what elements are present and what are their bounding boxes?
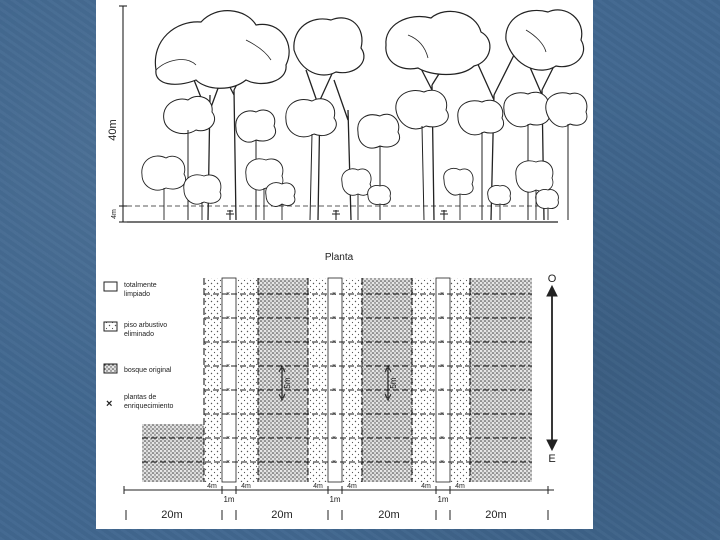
svg-text:×: × [332, 315, 337, 322]
plan-title: Planta [324, 252, 354, 263]
svg-text:×: × [440, 339, 445, 346]
svg-text:×: × [226, 363, 231, 370]
original-forest-band-3 [470, 278, 532, 482]
svg-text:×: × [332, 459, 337, 466]
svg-text:×: × [440, 291, 445, 298]
svg-text:bosque original: bosque original [124, 367, 172, 374]
svg-text:×: × [440, 459, 445, 466]
forest-diagram-svg [96, 0, 593, 529]
original-forest-band-2 [362, 278, 412, 482]
mid-canopy [164, 90, 587, 148]
svg-text:plantas de: plantas de [124, 394, 157, 401]
svg-text:×: × [440, 387, 445, 394]
profile-seedlings [226, 210, 448, 220]
svg-text:1m: 1m [329, 495, 341, 504]
legend-item-shrub-removed [104, 322, 167, 338]
svg-text:totalmente: totalmente [124, 282, 157, 289]
svg-text:enriquecimiento: enriquecimiento [124, 403, 174, 410]
svg-text:piso arbustivo: piso arbustivo [124, 322, 168, 329]
svg-text:20m: 20m [271, 509, 293, 521]
svg-text:×: × [332, 339, 337, 346]
svg-text:×: × [332, 435, 337, 442]
row-spacing-label-2: 5m [389, 377, 398, 389]
legend-item-enrichment-plants [106, 394, 174, 410]
svg-text:4m: 4m [207, 483, 217, 490]
cleared-strip-3 [436, 278, 450, 482]
cleared-strip-2 [328, 278, 342, 482]
svg-text:20m: 20m [378, 509, 400, 521]
svg-text:4m: 4m [421, 483, 431, 490]
svg-text:20m: 20m [161, 509, 183, 521]
compass-east-label: E [548, 453, 556, 465]
svg-text:1m: 1m [223, 495, 235, 504]
legend [104, 282, 174, 410]
svg-text:4m: 4m [347, 483, 357, 490]
strip-width-labels [207, 483, 465, 490]
svg-text:×: × [440, 363, 445, 370]
svg-text:×: × [226, 291, 231, 298]
compass-west-label: O [547, 273, 557, 285]
svg-text:limpiado: limpiado [124, 291, 151, 298]
svg-text:×: × [226, 339, 231, 346]
forest-diagram-figure [96, 0, 593, 529]
legend-item-original-forest [104, 364, 172, 374]
svg-text:×: × [332, 411, 337, 418]
svg-text:4m: 4m [241, 483, 251, 490]
row-spacing-label-1: 5m [283, 377, 292, 389]
bottom-width-labels [161, 509, 506, 521]
plan-area [142, 278, 532, 490]
cleared-strip-1 [222, 278, 236, 482]
svg-text:1m: 1m [437, 495, 449, 504]
height-label: 40m [107, 119, 119, 141]
legend-item-cleared [104, 282, 157, 298]
svg-text:×: × [440, 315, 445, 322]
svg-text:4m: 4m [455, 483, 465, 490]
svg-text:×: × [226, 459, 231, 466]
svg-text:×: × [440, 435, 445, 442]
svg-text:×: × [332, 363, 337, 370]
svg-text:20m: 20m [485, 509, 507, 521]
tall-tree-crowns [155, 10, 583, 88]
original-forest-block-left [142, 424, 204, 482]
understory-height-label: 4m [111, 209, 118, 219]
gap-labels [223, 495, 448, 504]
svg-text:×: × [226, 315, 231, 322]
svg-text:×: × [332, 387, 337, 394]
forest-profile [119, 6, 587, 222]
svg-text:4m: 4m [313, 483, 323, 490]
svg-text:eliminado: eliminado [124, 331, 154, 338]
svg-text:×: × [332, 291, 337, 298]
svg-text:×: × [226, 411, 231, 418]
svg-text:×: × [226, 435, 231, 442]
svg-text:×: × [440, 411, 445, 418]
compass-axis [547, 286, 557, 450]
svg-text:×: × [226, 387, 231, 394]
x-mark-icon: × [106, 398, 113, 410]
